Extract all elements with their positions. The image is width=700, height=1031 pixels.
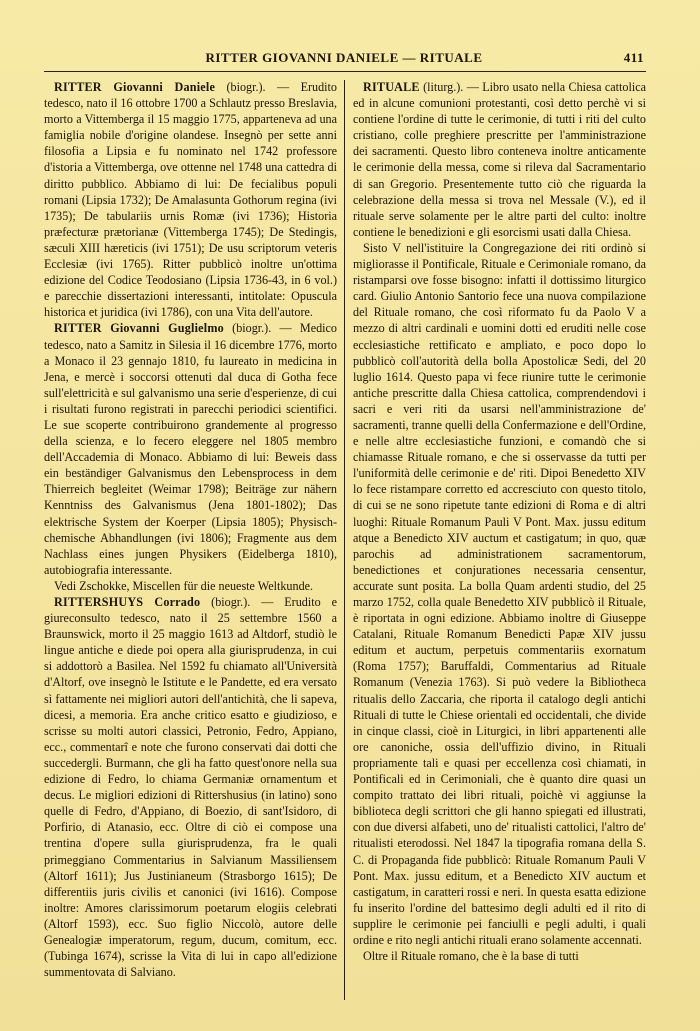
entry-rittershuys-corrado (44, 594, 337, 980)
running-title: RITTER GIOVANNI DANIELE — RITUALE (205, 50, 483, 65)
entry-text: (biogr.). — Erudito tedesco, nato il 16 ottobre 1700 a Schlautz presso Breslavia, morto a Vittemberga il 15 maggio 1775, apparteneva ad una famiglia nobile d'origine olandese. Insegnò per sette anni filosofia a Lipsia e fu nominato nel 1742 professore d'istoria a Vittemberga, ove ottenne nel 1748 una cattedra di diritto pubblico. Abbiamo di lui: De fecialibus populi romani (Lipsia 1732); De Amalasunta Gothorum regina (ivi 1735); De tabulariis urnis Romæ (ivi 1736); Historia præfecturæ prætorianæ (Vittemberga 1745); De Stedingis, sæculi XIII hæreticis (ivi 1751); De usu scriptorum veteris Ecclesiæ (ivi 1765). Ritter pubblicò inoltre un'ottima edizione del Codice Teodosiano (Lipsia 1736-43, in 6 vol.) e parecchie dissertazioni interessanti, intitolate: Opuscula historica et juridica (ivi 1786), con una Vita dell'autore. (44, 80, 337, 320)
right-column (353, 79, 646, 964)
entry-text: Oltre il Rituale romano, che è la base di tutti (363, 949, 579, 964)
entry-text: Vedi Zschokke, Miscellen für die neueste Weltkunde. (54, 578, 314, 593)
entry-ritter-giovanni-daniele (44, 79, 337, 320)
entry-headword: RITTER Giovanni Daniele (54, 80, 216, 94)
entry-headword: RITTER Giovanni Guglielmo (54, 321, 224, 336)
entry-rituale (353, 79, 646, 240)
entry-headword: RITUALE (363, 80, 420, 94)
entry-rituale-continued (353, 240, 646, 948)
column-divider (344, 80, 345, 1000)
running-head (44, 50, 644, 68)
entry-ritter-giovanni-guglielmo (44, 320, 337, 578)
entry-text: (biogr.). — Erudito e giureconsulto tedesco, nato il 25 settembre 1560 a Braunswick, morto il 25 maggio 1613 ad Altdorf, studiò le lingue antiche e diede poi opera alla giurisprudenza, in cui si addottorò a Basilea. Nel 1592 fu chiamato all'Università d'Altorf, ove insegnò le Istitute e le Pandette, ed era versato sì fattamente nei migliori autori dell'antichità, che li sapeva, dicesi, a memoria. Era anche critico esatto e giudizioso, e scrisse su molti autori classici, Petronio, Fedro, Appiano, ecc., commentarî e note che furono conservati dai dotti che succedergli. Burmann, che gli ha fatto quest'onore nella sua edizione di Fedro, lo chiama Germaniæ ornamentum et decus. Le migliori edizioni di Rittershusius (in latino) sono quelle di Fedro, d'Appiano, di Boezio, di sant'Isidoro, di Porfirio, di Atanasio, ecc. Oltre di ciò ei compose una trentina d'opere sulla giurisprudenza, fra le quali primeggiano Commentarius in Salvianum Massiliensem (Altorf 1611); Jus Justinianeum (Strasborgo 1615); De differentiis juris civilis et canonici (ivi 1616). Compose inoltre: Amores clarissimorum poetarum elogiis celebrati (Altorf 1593), ecc. Suo figlio Niccolò, autore delle Genealogiæ imperatorum, regum, ducum, comitum, ecc. (Tubinga 1674), scrisse la Vita di lui in capo all'edizione summentovata di Salviano. (44, 595, 337, 980)
entry-text: (biogr.). — Medico tedesco, nato a Samitz in Silesia il 16 dicembre 1776, morto a Monaco il 23 gennajo 1810, fu laureato in medicina in Jena, e mercè i soccorsi ottenuti dal duca di Gotha fece sull'elettricità e sul galvanismo una serie d'esperienze, di cui i risultati furono registrati in parecchi periodici scientifici. Le sue scoperte contribuirono grandemente al progresso della scienza, e lo fecero eleggere nel 1805 membro dell'Accademia di Monaco. Abbiamo di lui: Beweis dass ein beständiger Galvanismus den Lebensprocess in dem Thierreich begleitet (Weimar 1798); Beiträge zur nähern Kenntniss des Galvanismus (Jena 1801-1802); Das elektrische System der Koerper (Lipsia 1805); Physisch-chemische Abhandlungen (ivi 1806); Fragmente aus dem Nachlass eines jungen Physikers (Eidelberga 1810), autobiografia interessante. (44, 321, 337, 577)
page-number: 411 (623, 50, 644, 65)
entry-text: (liturg.). — Libro usato nella Chiesa cattolica ed in alcune comunioni protestanti, così detto perchè vi si contiene l'ordine di tutte le cerimonie, di tutti i riti del culto cristiano, colle preghiere prescritte per l'amministrazione dei sacramenti. Questo libro conteneva inoltre anticamente le cerimonie della messa, come si rileva dal Sacramentario di san Gregorio. Presentemente tutto ciò che riguarda la celebrazione della messa si trova nel Messale (V.), ed il rituale serve solamente per le altre parti del culto: inoltre contiene le benedizioni e gli esorcismi usati dalla Chiesa. (353, 80, 646, 239)
entry-rituale-final (353, 948, 646, 964)
left-column (44, 79, 337, 980)
entry-text: Sisto V nell'istituire la Congregazione dei riti ordinò si migliorasse il Pontificale, Rituale e Cerimoniale romano, da ristamparsi ove fosse bisogno: infatti il dottissimo liturgico card. Giulio Antonio Santorio fece una nuova compilazione del Rituale romano, che così riformato fu da Paolo V a mezzo di altri cardinali e uomini dotti ed eruditi nelle cose ecclesiastiche rettificato e ampliato, e poco dopo lo pubblicò coll'autorità della bolla Apostolicæ Sedi, del 20 luglio 1614. Questo papa vi fece riunire tutte le cerimonie antiche prescritte dalla Chiesa cattolica, comprendendovi i sacri e veri riti da usarsi nell'amministrazione de' sacramenti, tranne quelli della Confermazione e dell'Ordine, e nelle altre ecclesiastiche funzioni, e comandò che si chiamasse Rituale romano, e che si osservasse da tutti per l'uniformità delle cerimonie e de' riti. Dipoi Benedetto XIV lo fece ristampare corretto ed accresciuto con questo titolo, di cui se ne sono ripetute tante edizioni di Roma e di altri luoghi: Rituale Romanum Pauli V Pont. Max. jussu editum atque a Benedicto XIV auctum et castigatum; in quo, quæ parochis ad administrationem sacramentorum, benedictiones et conjurationes necessaria censentur, accurate sunt posita. La bolla Quam ardenti studio, del 25 marzo 1752, colla quale Benedetto XIV pubblicò il Rituale, è riportata in ogni edizione. Abbiamo inoltre di Giuseppe Catalani, Rituale Romanum Benedicti Papæ XIV jussu editum et auctum, perpetuis commentariis exornatum (Roma 1757); Baruffaldi, Commentarius ad Rituale Romanum (Venezia 1763). Si può vedere la Bibliotheca ritualis dello Zaccaria, che riporta il catalogo degli antichi Rituali di tutte le Chiese orientali ed occidentali, che divide in cinque classi, cioè in Liturgici, in libri appartenenti alle ore canoniche, ossia dell'uffizio divino, in Rituali propriamente tali e quasi per eccellenza così chiamati, in Pontificali ed in Cerimoniali, che è quanto dire quasi un compito trattato dei libri rituali, poichè vi aggiunse la biblioteca degli scrittori che gli hanno spiegati ed illustrati, con due diversi alfabeti, uno de' ritualisti cattolici, l'altro de' ritualisti eterodossi. Nel 1847 la tipografia romana della S. C. di Propaganda fide pubblicò: Rituale Romanum Pauli V Pont. Max. jussu editum, et a Benedicto XIV auctum et castigatum, in caratteri rossi e neri. In questa esatta edizione fu inserito l'ordine del battesimo degli adulti ed il rito di supplire le cerimonie pei fanciulli e pegli adulti, i quali ordine e rito negli antichi rituali erano solamente accennati. (353, 240, 646, 947)
header-rule (44, 71, 646, 72)
entry-headword: RITTERSHUYS Corrado (54, 595, 201, 609)
entry-reference-zschokke (44, 578, 337, 594)
